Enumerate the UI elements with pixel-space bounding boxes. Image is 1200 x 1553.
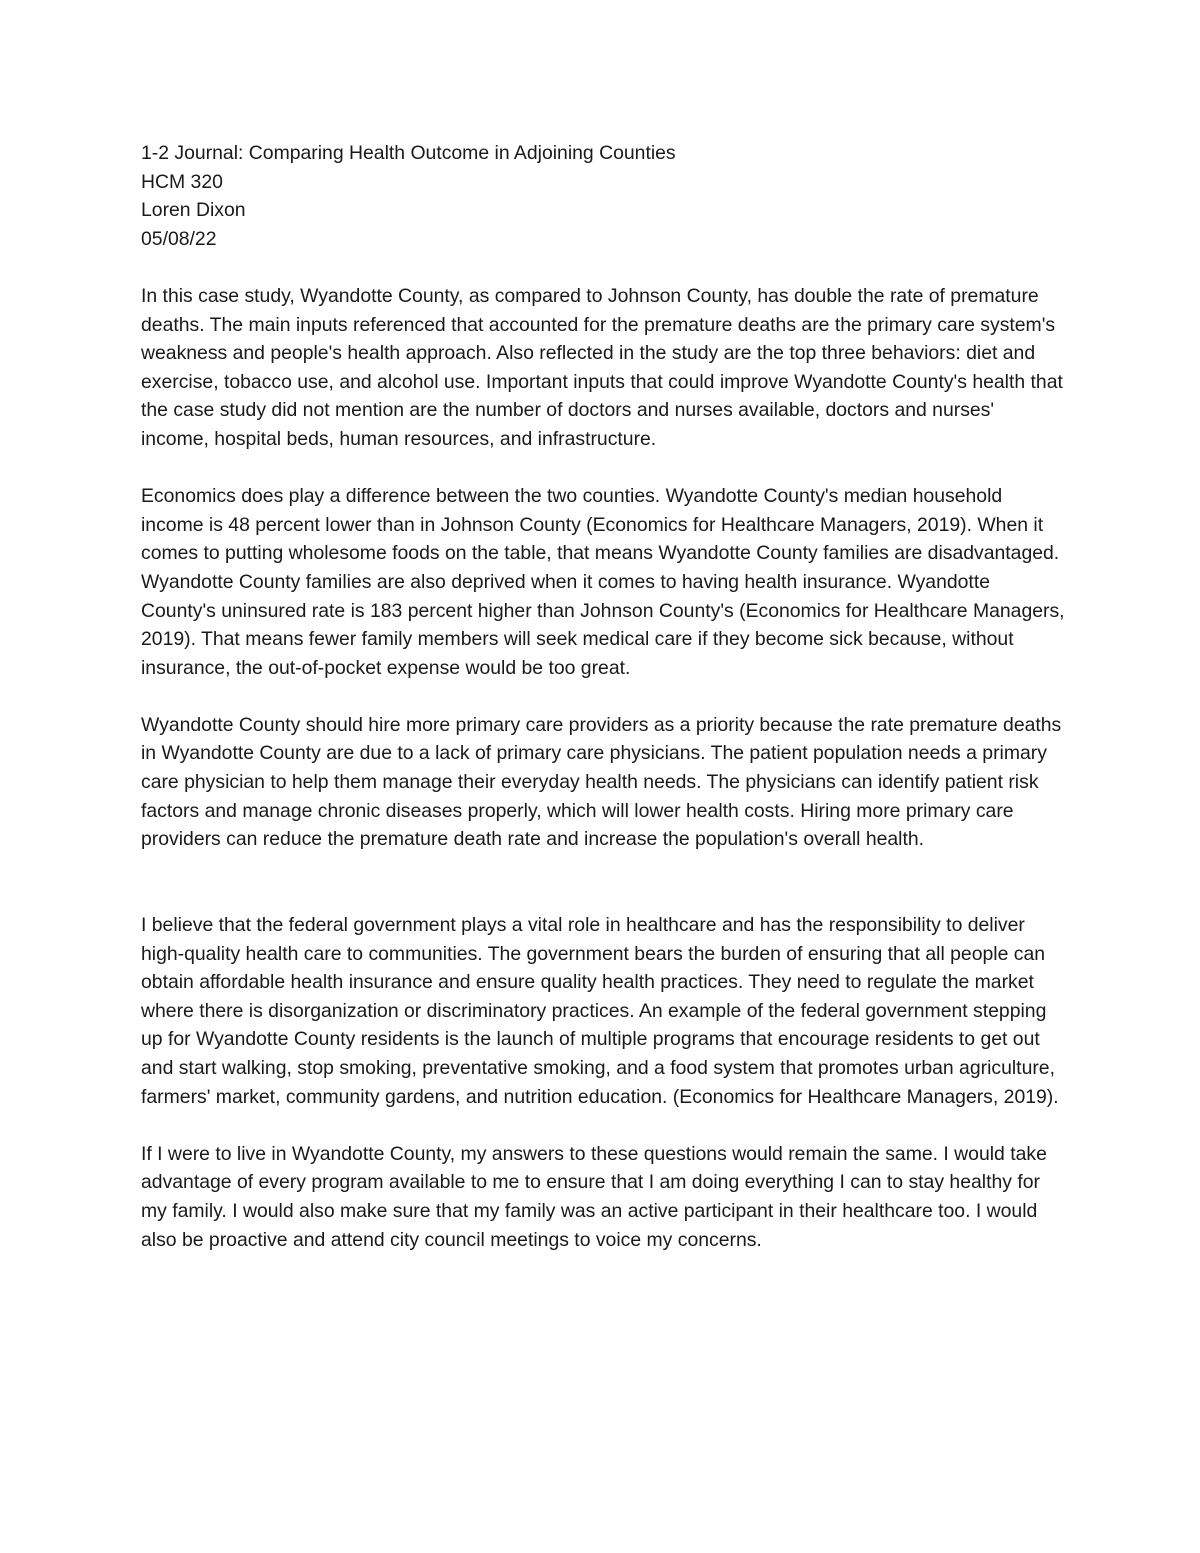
paragraph-primary-care: Wyandotte County should hire more primary care providers as a priority because the rate premature deaths in Wyandotte County are due to a lack of primary care physicians. The patient population needs a primary care physician to help them manage their everyday health needs. The physicians can identify patient risk factors and manage chronic diseases properly, which will lower health costs. Hiring more primary care providers can reduce the premature death rate and increase the population's overall health. bbox=[141, 713, 1062, 851]
document-date: 05/08/22 bbox=[141, 227, 217, 250]
course-code: HCM 320 bbox=[141, 170, 223, 193]
paragraph-personal-reflection: If I were to live in Wyandotte County, my answers to these questions would remain the same. I would take advantage of every program available to me to ensure that I am doing everything I can to stay healthy for my family. I would also make sure that my family was an active participant in their healthcare too. I would also be proactive and attend city council meetings to voice my concerns. bbox=[141, 1142, 1047, 1251]
paragraph-economics: Economics does play a difference between the two counties. Wyandotte County's median household income is 48 percent lower than in Johnson County (Economics for Healthcare Managers, 2019). When it comes to putting wholesome foods on the table, that means Wyandotte County families are disadvantaged. Wyandotte County families are also deprived when it comes to having health insurance. Wyandotte County's uninsured rate is 183 percent higher than Johnson County's (Economics for Healthcare Managers, 2019). That means fewer family members will seek medical care if they become sick because, without insurance, the out-of-pocket expense would be too great. bbox=[141, 485, 1065, 679]
document-title: 1-2 Journal: Comparing Health Outcome in Adjoining Counties bbox=[141, 142, 676, 164]
author-name: Loren Dixon bbox=[141, 199, 246, 222]
document-body bbox=[141, 139, 1066, 1254]
document-header bbox=[141, 139, 1066, 253]
paragraph-case-study: In this case study, Wyandotte County, as compared to Johnson County, has double the rate of premature deaths. The main inputs referenced that accounted for the premature deaths are the primary care system's weakness and people's health approach. Also reflected in the study are the top three behaviors: diet and exercise, tobacco use, and alcohol use. Important inputs that could improve Wyandotte County's health that the case study did not mention are the number of doctors and nurses available, doctors and nurses' income, hospital beds, human resources, and infrastructure. bbox=[141, 284, 1063, 450]
paragraph-federal-government: I believe that the federal government plays a vital role in healthcare and has the responsibility to deliver high-quality health care to communities. The government bears the burden of ensuring that all people can obtain affordable health insurance and ensure quality health practices. They need to regulate the market where there is disorganization or discriminatory practices. An example of the federal government stepping up for Wyandotte County residents is the launch of multiple programs that encourage residents to get out and start walking, stop smoking, preventative smoking, and a food system that promotes urban agriculture, farmers' market, community gardens, and nutrition education. (Economics for Healthcare Managers, 2019). bbox=[141, 914, 1059, 1108]
